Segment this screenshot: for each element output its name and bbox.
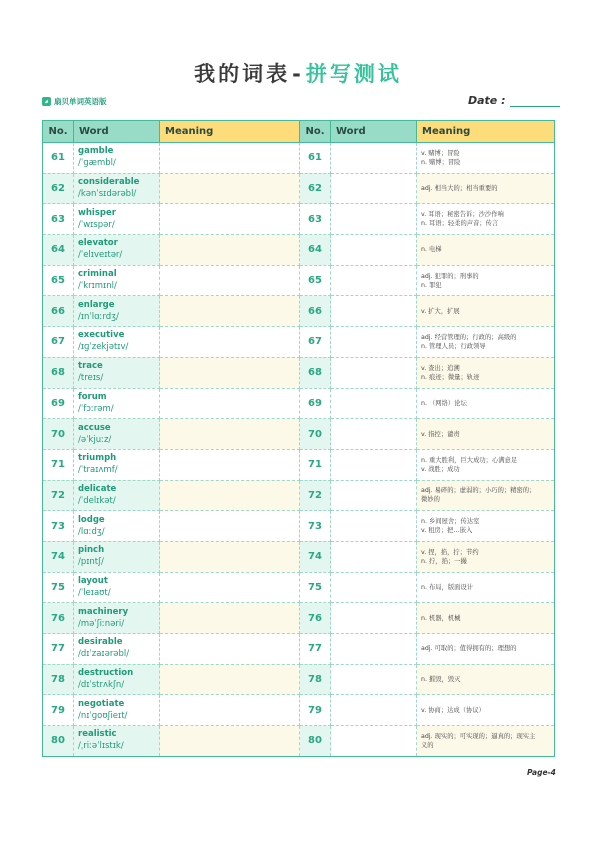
table-row: [43, 695, 555, 726]
meaning-cell: [417, 143, 555, 174]
table-row: [43, 726, 555, 757]
meaning-line: n. 拧，掐；一撮: [421, 557, 467, 565]
spelling-answer-cell[interactable]: [331, 143, 417, 174]
table-row: [43, 327, 555, 358]
phonetic-text: /treɪs/: [78, 373, 104, 384]
word-cell: [74, 634, 160, 665]
spelling-answer-cell[interactable]: [331, 235, 417, 266]
row-number-left: 63: [43, 204, 74, 235]
date-label: Date :: [468, 94, 506, 107]
date-field: [468, 94, 560, 107]
meaning-answer-cell[interactable]: [160, 327, 300, 358]
word-cell: [74, 296, 160, 327]
word-cell: [74, 388, 160, 419]
table-row: [43, 572, 555, 603]
table-row: [43, 296, 555, 327]
meaning-answer-cell[interactable]: [160, 143, 300, 174]
row-number-right: 64: [300, 235, 331, 266]
word-table: [42, 120, 555, 757]
row-number-left: 74: [43, 541, 74, 572]
word-cell: [74, 449, 160, 480]
phonetic-text: /əˈkjuːz/: [78, 434, 112, 445]
brand-label: 扇贝单词英语版: [54, 97, 107, 106]
word-cell: [74, 603, 160, 634]
meaning-line: n. 耳语；轻柔的声音；传言: [421, 220, 499, 228]
row-number-left: 70: [43, 419, 74, 450]
table-row: [43, 449, 555, 480]
spelling-answer-cell[interactable]: [331, 449, 417, 480]
word-cell: [74, 143, 160, 174]
word-text: forum: [78, 391, 107, 402]
row-number-left: 68: [43, 357, 74, 388]
meaning-line: 义的: [421, 741, 434, 749]
row-number-left: 79: [43, 695, 74, 726]
row-number-right: 80: [300, 726, 331, 757]
word-cell: [74, 511, 160, 542]
word-text: considerable: [78, 177, 140, 188]
meaning-cell: [417, 726, 555, 757]
meaning-line: n. （网络）论坛: [421, 399, 467, 407]
word-text: pinch: [78, 545, 105, 556]
meaning-answer-cell[interactable]: [160, 511, 300, 542]
spelling-answer-cell[interactable]: [331, 634, 417, 665]
meaning-line: v. 捏，掐，拧；节约: [421, 548, 479, 556]
table-row: [43, 143, 555, 174]
word-cell: [74, 695, 160, 726]
header-word-right: Word: [331, 121, 417, 143]
row-number-left: 69: [43, 388, 74, 419]
meaning-line: n. 摧毁，毁灭: [421, 676, 461, 684]
meaning-line: v. 查出；追溯: [421, 364, 460, 372]
row-number-right: 69: [300, 388, 331, 419]
row-number-left: 76: [43, 603, 74, 634]
row-number-right: 68: [300, 357, 331, 388]
spelling-answer-cell[interactable]: [331, 419, 417, 450]
meaning-line: v. 租房；把…嵌入: [421, 527, 473, 535]
meaning-answer-cell[interactable]: [160, 204, 300, 235]
meaning-line: v. 指控；谴责: [421, 430, 460, 438]
meaning-answer-cell[interactable]: [160, 603, 300, 634]
meaning-cell: [417, 541, 555, 572]
table-row: [43, 419, 555, 450]
row-number-left: 61: [43, 143, 74, 174]
word-cell: [74, 327, 160, 358]
header-no-left: No.: [43, 121, 74, 143]
meaning-answer-cell[interactable]: [160, 449, 300, 480]
meaning-answer-cell[interactable]: [160, 480, 300, 511]
meaning-cell: [417, 265, 555, 296]
word-text: triumph: [78, 453, 117, 464]
word-cell: [74, 572, 160, 603]
meaning-line: n. 赌博；冒险: [421, 158, 461, 166]
spelling-answer-cell[interactable]: [331, 541, 417, 572]
meaning-cell: [417, 480, 555, 511]
meaning-cell: [417, 296, 555, 327]
word-text: destruction: [78, 668, 134, 679]
shanbay-logo-icon: [42, 97, 51, 106]
row-number-left: 72: [43, 480, 74, 511]
spelling-answer-cell[interactable]: [331, 296, 417, 327]
meaning-cell: [417, 572, 555, 603]
phonetic-text: /ˈwɪspər/: [78, 219, 115, 230]
meaning-answer-cell[interactable]: [160, 388, 300, 419]
row-number-right: 67: [300, 327, 331, 358]
word-text: delicate: [78, 483, 117, 494]
meaning-line: v. 战胜；成功: [421, 465, 460, 473]
word-cell: [74, 419, 160, 450]
row-number-left: 67: [43, 327, 74, 358]
word-cell: [74, 173, 160, 204]
word-cell: [74, 357, 160, 388]
meaning-cell: [417, 449, 555, 480]
table-header: [43, 121, 555, 143]
meaning-line: adj. 犯罪的；刑事的: [421, 272, 479, 280]
meaning-line: adj. 经营管理的；行政的；高级的: [421, 333, 517, 341]
meaning-cell: [417, 603, 555, 634]
word-cell: [74, 235, 160, 266]
spelling-answer-cell[interactable]: [331, 173, 417, 204]
row-number-right: 73: [300, 511, 331, 542]
word-text: elevator: [78, 238, 118, 249]
word-text: whisper: [78, 207, 116, 218]
meaning-line: n. 机器，机械: [421, 614, 461, 622]
phonetic-text: /məˈʃiːnəri/: [78, 618, 125, 629]
meaning-answer-cell[interactable]: [160, 357, 300, 388]
table-row: [43, 235, 555, 266]
header-word-left: Word: [74, 121, 160, 143]
meaning-answer-cell[interactable]: [160, 572, 300, 603]
meaning-cell: [417, 173, 555, 204]
word-cell: [74, 204, 160, 235]
meaning-answer-cell[interactable]: [160, 235, 300, 266]
meaning-line: v. 协商；达成（协议）: [421, 706, 485, 714]
meaning-cell: [417, 327, 555, 358]
meaning-cell: [417, 388, 555, 419]
word-text: executive: [78, 330, 125, 341]
row-number-right: 71: [300, 449, 331, 480]
table-row: [43, 388, 555, 419]
meaning-line: adj. 现实的；可实现的；逼真的；现实主: [421, 732, 536, 740]
meaning-line: adj. 相当大的；相当重要的: [421, 185, 498, 193]
row-number-left: 64: [43, 235, 74, 266]
word-cell: [74, 541, 160, 572]
spelling-answer-cell[interactable]: [331, 664, 417, 695]
row-number-right: 62: [300, 173, 331, 204]
meaning-cell: [417, 357, 555, 388]
table-row: [43, 541, 555, 572]
phonetic-text: /nɪˈɡoʊʃieɪt/: [78, 710, 128, 721]
title-part-1: 我的词表: [194, 62, 291, 86]
row-number-left: 66: [43, 296, 74, 327]
spelling-answer-cell[interactable]: [331, 603, 417, 634]
phonetic-text: /ˈfɔːrəm/: [78, 403, 114, 414]
meaning-answer-cell[interactable]: [160, 541, 300, 572]
table-row: [43, 664, 555, 695]
phonetic-text: /ɪɡˈzekjətɪv/: [78, 342, 129, 353]
meaning-line: n. 罪犯: [421, 281, 442, 289]
word-text: desirable: [78, 637, 123, 648]
spelling-answer-cell[interactable]: [331, 726, 417, 757]
phonetic-text: /kənˈsɪdərəbl/: [78, 189, 137, 200]
row-number-right: 66: [300, 296, 331, 327]
meaning-answer-cell[interactable]: [160, 695, 300, 726]
row-number-right: 72: [300, 480, 331, 511]
table-row: [43, 204, 555, 235]
meaning-cell: [417, 664, 555, 695]
page-number: Page-4: [527, 768, 556, 777]
row-number-left: 80: [43, 726, 74, 757]
spelling-answer-cell[interactable]: [331, 572, 417, 603]
phonetic-text: /ɪnˈlɑːrdʒ/: [78, 311, 119, 322]
meaning-answer-cell[interactable]: [160, 419, 300, 450]
meaning-line: n. 管理人员；行政领导: [421, 342, 486, 350]
phonetic-text: /pɪntʃ/: [78, 557, 104, 568]
meaning-cell: [417, 204, 555, 235]
row-number-right: 61: [300, 143, 331, 174]
word-text: enlarge: [78, 299, 115, 310]
meaning-line: v. 耳语；秘密告诉；沙沙作响: [421, 211, 504, 219]
date-line[interactable]: [510, 96, 560, 107]
meaning-line: n. 痕迹；微量；轨迹: [421, 373, 480, 381]
table-row: [43, 603, 555, 634]
meaning-cell: [417, 419, 555, 450]
meaning-answer-cell[interactable]: [160, 173, 300, 204]
page-title: [0, 58, 596, 88]
spelling-answer-cell[interactable]: [331, 204, 417, 235]
meaning-answer-cell[interactable]: [160, 726, 300, 757]
phonetic-text: /dɪˈzaɪərəbl/: [78, 649, 130, 660]
row-number-left: 77: [43, 634, 74, 665]
phonetic-text: /ˌriːəˈlɪstɪk/: [78, 741, 124, 752]
word-cell: [74, 726, 160, 757]
meaning-line: n. 布局，版面设计: [421, 583, 474, 591]
row-number-left: 62: [43, 173, 74, 204]
spelling-answer-cell[interactable]: [331, 327, 417, 358]
table-row: [43, 480, 555, 511]
meaning-cell: [417, 511, 555, 542]
table-row: [43, 634, 555, 665]
table-row: [43, 511, 555, 542]
word-cell: [74, 480, 160, 511]
row-number-left: 78: [43, 664, 74, 695]
row-number-right: 74: [300, 541, 331, 572]
meaning-line: adj. 可取的；值得拥有的；理想的: [421, 645, 517, 653]
meaning-answer-cell[interactable]: [160, 296, 300, 327]
word-cell: [74, 265, 160, 296]
meaning-answer-cell[interactable]: [160, 265, 300, 296]
word-text: layout: [78, 575, 108, 586]
row-number-left: 75: [43, 572, 74, 603]
word-text: lodge: [78, 514, 105, 525]
phonetic-text: /lɑːdʒ/: [78, 526, 105, 537]
phonetic-text: /ˈtraɪʌmf/: [78, 465, 118, 476]
table-row: [43, 265, 555, 296]
meaning-line: adj. 易碎的；虚弱的；小巧的；精密的；: [421, 487, 536, 495]
spelling-answer-cell[interactable]: [331, 388, 417, 419]
header-meaning-right: Meaning: [417, 121, 555, 143]
header-meaning-left: Meaning: [160, 121, 300, 143]
row-number-right: 63: [300, 204, 331, 235]
spelling-answer-cell[interactable]: [331, 480, 417, 511]
phonetic-text: /ˈelɪveɪtər/: [78, 250, 123, 261]
header-no-right: No.: [300, 121, 331, 143]
spelling-answer-cell[interactable]: [331, 511, 417, 542]
meaning-answer-cell[interactable]: [160, 664, 300, 695]
table-row: [43, 357, 555, 388]
row-number-right: 75: [300, 572, 331, 603]
row-number-right: 77: [300, 634, 331, 665]
meaning-cell: [417, 695, 555, 726]
meaning-cell: [417, 235, 555, 266]
word-text: trace: [78, 361, 103, 372]
title-dash: -: [292, 62, 304, 86]
row-number-right: 79: [300, 695, 331, 726]
row-number-right: 78: [300, 664, 331, 695]
spelling-answer-cell[interactable]: [331, 265, 417, 296]
meaning-line: 微妙的: [421, 496, 440, 504]
word-text: gamble: [78, 146, 114, 157]
phonetic-text: /ˈkrɪmɪnl/: [78, 281, 117, 292]
title-part-2: 拼写测试: [305, 62, 402, 86]
row-number-left: 73: [43, 511, 74, 542]
word-text: negotiate: [78, 698, 125, 709]
meaning-answer-cell[interactable]: [160, 634, 300, 665]
row-number-left: 65: [43, 265, 74, 296]
row-number-right: 70: [300, 419, 331, 450]
meaning-line: n. 乡间屋舍；传达室: [421, 518, 480, 526]
word-text: realistic: [78, 729, 117, 740]
phonetic-text: /ˈleɪaʊt/: [78, 587, 111, 598]
brand: [42, 96, 107, 107]
table-row: [43, 173, 555, 204]
row-number-right: 76: [300, 603, 331, 634]
phonetic-text: /dɪˈstrʌkʃn/: [78, 680, 125, 691]
spelling-answer-cell[interactable]: [331, 695, 417, 726]
row-number-right: 65: [300, 265, 331, 296]
row-number-left: 71: [43, 449, 74, 480]
phonetic-text: /ˈɡæmbl/: [78, 158, 116, 169]
meaning-line: v. 赌博；冒险: [421, 149, 460, 157]
meaning-line: n. 重大胜利，巨大成功；心满意足: [421, 456, 518, 464]
meaning-line: v. 扩大，扩展: [421, 307, 460, 315]
phonetic-text: /ˈdelɪkət/: [78, 495, 116, 506]
meaning-cell: [417, 634, 555, 665]
meaning-line: n. 电梯: [421, 246, 442, 254]
spelling-answer-cell[interactable]: [331, 357, 417, 388]
word-text: accuse: [78, 422, 111, 433]
word-text: machinery: [78, 606, 129, 617]
word-cell: [74, 664, 160, 695]
word-text: criminal: [78, 269, 117, 280]
